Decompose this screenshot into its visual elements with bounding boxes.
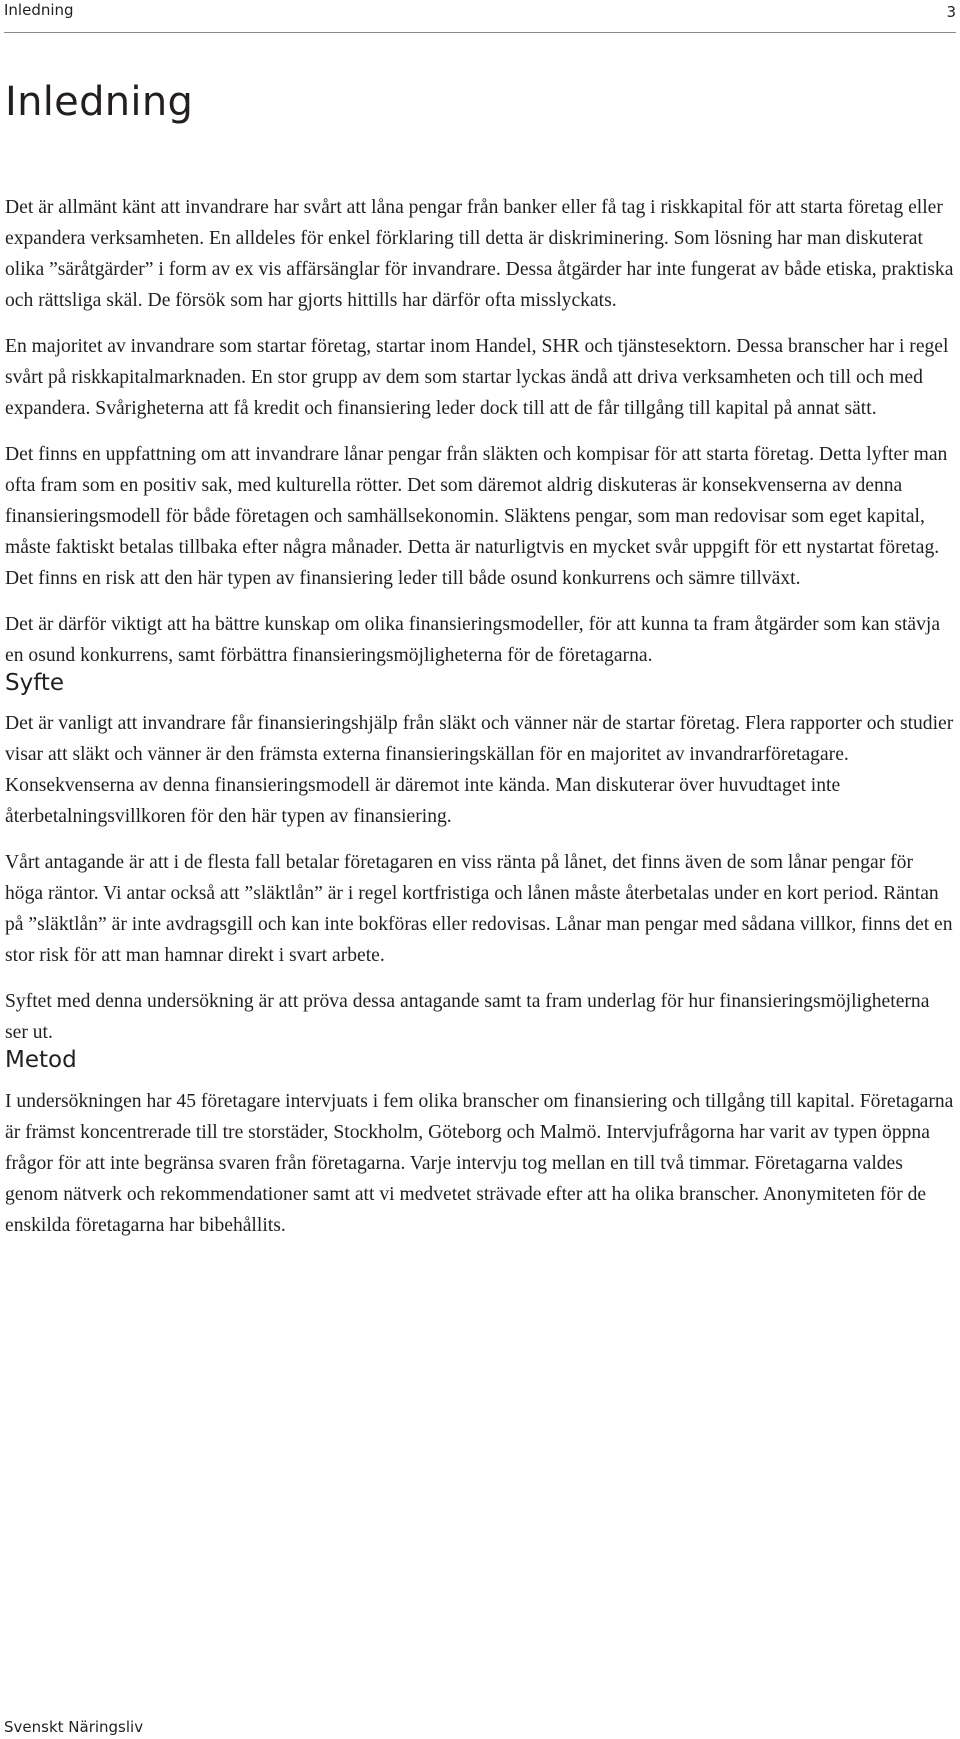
- intro-paragraph-1: Det är allmänt känt att invandrare har svårt att låna pengar från banker eller få tag i riskkapital för att starta företag eller expandera verksamheten. En alldeles för enkel förklaring till detta är diskriminering. Som lösning har man diskuterat olika ”säråtgärder” i form av ex vis affärsänglar för invandrare. Dessa åtgärder har inte fungerat av både etiska, praktiska och rättsliga skäl. De försök som har gjorts hittills har därför ofta misslyckats.: [5, 197, 954, 311]
- syfte-paragraph-1: Det är vanligt att invandrare får finansieringshjälp från släkt och vänner när de startar företag. Flera rapporter och studier visar att släkt och vänner är den främsta externa finansieringskällan för en majoritet av invandrarföretagare. Konsekvenserna av denna finansieringsmodell är däremot inte kända. Man diskuterar över huvudtaget inte återbetalningsvillkoren för den här typen av finansiering.: [5, 713, 954, 828]
- metod-paragraph-1: I undersökningen har 45 företagare intervjuats i fem olika branscher om finansiering och tillgång till kapital. Företagarna är främst koncentrerade till tre storstäder, Stockholm, Göteborg och Malmö. Intervjufrågorna har varit av typen öppna frågor för att inte begränsa svaren från företagarna. Varje intervju tog mellan en till två timmar. Företagarna valdes genom nätverk och rekommendationer samt att vi medvetet strävade efter att ha olika branscher. Anonymiteten för de enskilda företagarna har bibehållits.: [5, 1090, 954, 1236]
- syfte-paragraph-2: Vårt antagande är att i de flesta fall betalar företagaren en viss ränta på lånet, det finns även de som lånar pengar för höga räntor. Vi antar också att ”släktlån” är i regel kortfristiga och lånen måste återbetalas under en kort period. Räntan på ”släktlån” är inte avdragsgill och kan inte bokföras eller redovisas. Lånar man pengar med sådana villkor, finns det en stor risk för att man hamnar direkt i svart arbete.: [5, 852, 953, 967]
- intro-paragraph-2: En majoritet av invandrare som startar företag, startar inom Handel, SHR och tjänstesektorn. Dessa branscher har i regel svårt på riskkapitalmarknaden. En stor grupp av dem som startar lyckas ändå att driva verksamheten och till och med expandera. Svårigheterna att få kredit och finansiering leder dock till att de får tillgång till kapital på annat sätt.: [5, 336, 949, 419]
- running-header: [4, 0, 956, 33]
- page-number: 3: [946, 3, 956, 21]
- page-title: Inledning: [5, 79, 194, 125]
- section-heading-syfte: Syfte: [5, 670, 65, 696]
- syfte-paragraph-3: Syftet med denna undersökning är att pröva dessa antagande samt ta fram underlag för hur finansieringsmöjligheterna ser ut.: [5, 991, 930, 1044]
- running-footer: Svenskt Näringsliv: [4, 1718, 144, 1736]
- intro-paragraph-3: Det finns en uppfattning om att invandrare lånar pengar från släkten och kompisar för att starta företag. Detta lyfter man ofta fram som en positiv sak, med kulturella rötter. Det som däremot aldrig diskuteras är konsekvenserna av denna finansieringsmodell för både företagen och samhällsekonomin. Släktens pengar, som man redovisar som eget kapital, måste faktiskt betalas tillbaka efter några månader. Detta är naturligtvis en mycket svår uppgift för ett nystartat företag. Det finns en risk att den här typen av finansiering leder till både osund konkurrens och sämre tillväxt.: [5, 444, 948, 589]
- section-heading-metod: Metod: [5, 1047, 77, 1074]
- intro-paragraph-4: Det är därför viktigt att ha bättre kunskap om olika finansieringsmodeller, för att kunna ta fram åtgärder som kan stävja en osund konkurrens, samt förbättra finansieringsmöjligheterna för de företagarna.: [5, 614, 941, 666]
- page-content: [5, 72, 955, 1241]
- running-header-title: Inledning: [4, 1, 74, 19]
